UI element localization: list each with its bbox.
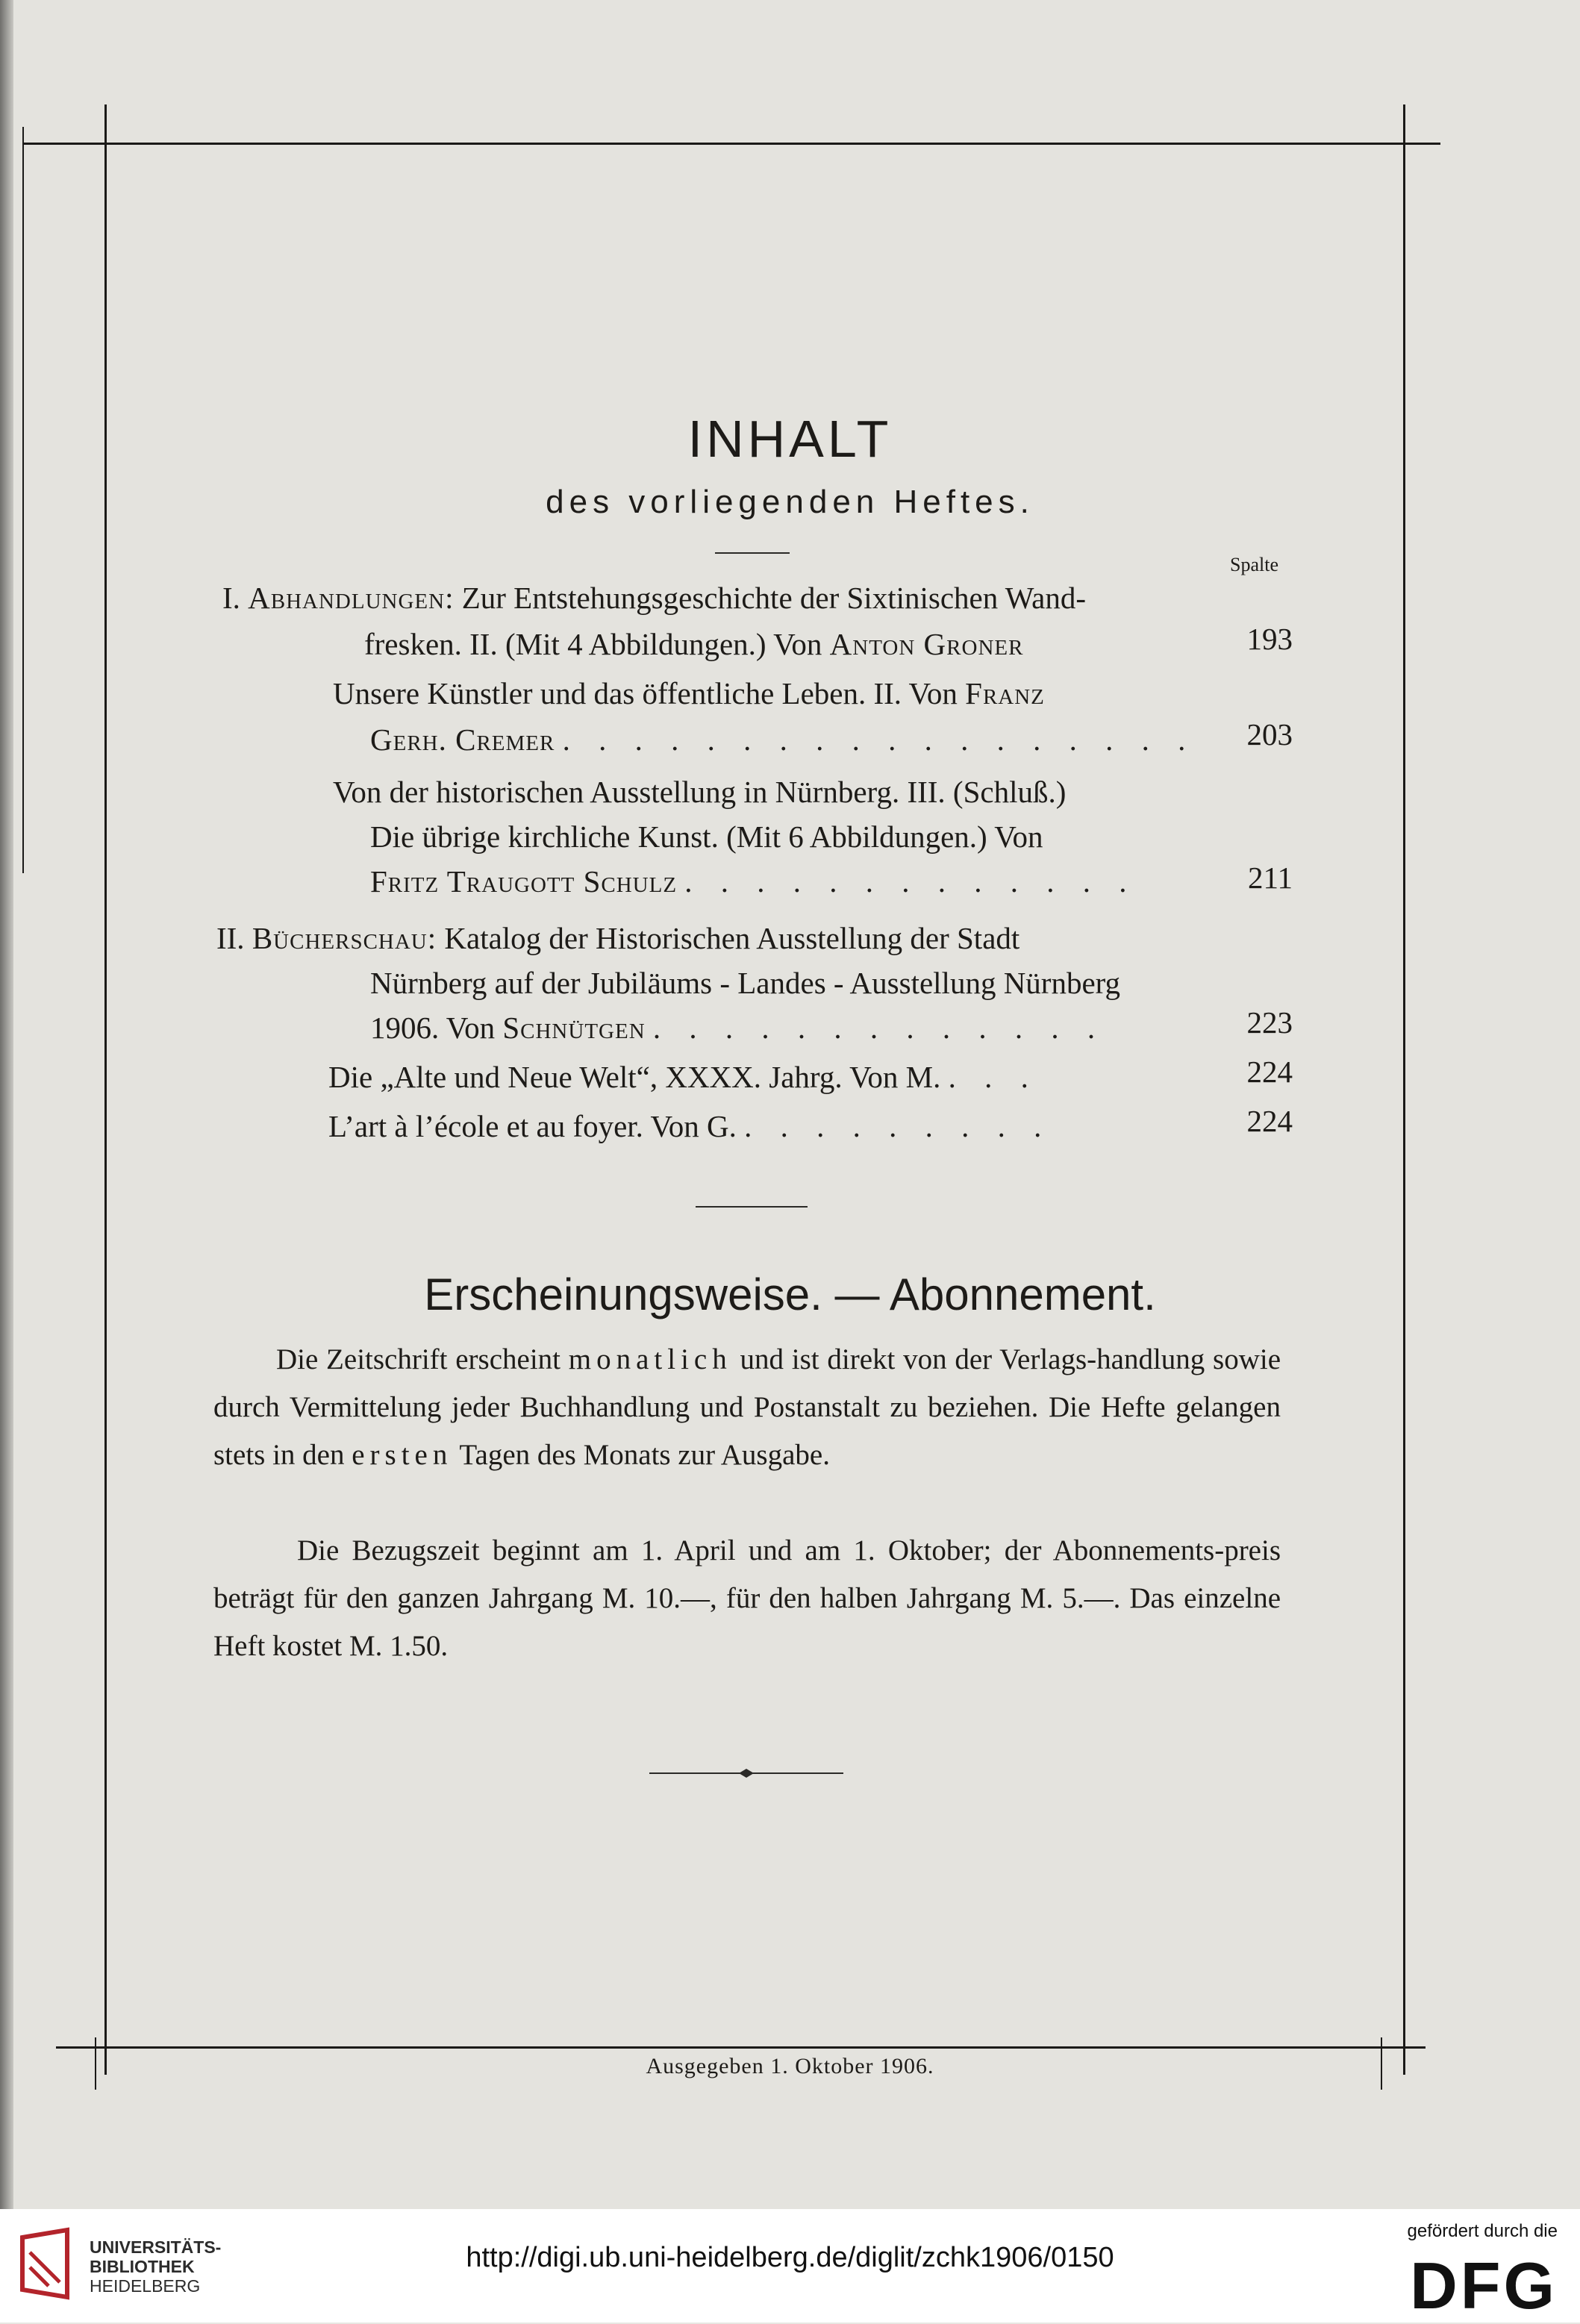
leader-dots: . . .: [948, 1060, 1039, 1094]
toc-page-number: 223: [1246, 1005, 1293, 1040]
section-heading: Erscheinungsweise. — Abonnement.: [424, 1269, 1156, 1319]
toc-entry-continuation: [370, 960, 1120, 1006]
column-label: Spalte: [1230, 554, 1278, 575]
toc-text: Zur Entstehungsgeschichte der Sixtinischen Wand-: [461, 581, 1086, 615]
toc-entry: [333, 670, 1045, 716]
toc-page-number: 203: [1246, 717, 1293, 752]
toc-entry-continuation: [364, 621, 1023, 667]
institution-line: HEIDELBERG: [90, 2276, 201, 2296]
toc-number: I.: [222, 581, 240, 615]
permalink-url[interactable]: http://digi.ub.uni-heidelberg.de/diglit/zchk1906/0150: [466, 2242, 1114, 2273]
toc-text: Katalog der Historischen Ausstellung der Stadt: [444, 921, 1020, 955]
toc-entry: [328, 1103, 1052, 1149]
paragraph-subscription-price: Die Bezugszeit beginnt am 1. April und am 1. Oktober; der Abonnements-preis beträgt für den ganzen Jahrgang M. 10.—, für den halben Jahrgang M. 5.—. Das einzelne Heft kostet M. 1.50.: [213, 1534, 1281, 1662]
page-title: INHALT: [687, 410, 893, 468]
toc-number: II.: [216, 921, 245, 955]
institution-line: UNIVERSITÄTS-: [90, 2237, 222, 2257]
leader-dots: . . . . . . . . . . . . . . . . . .: [562, 722, 1196, 757]
issue-date-note: Ausgegeben 1. Oktober 1906.: [646, 2054, 934, 2078]
funding-label: gefördert durch die: [1407, 2221, 1558, 2241]
section-divider: [696, 1206, 808, 1208]
toc-entry-continuation: [370, 813, 1043, 860]
toc-author: Schnütgen: [502, 1010, 646, 1045]
leader-dots: . . . . . . . . . . . . .: [652, 1010, 1106, 1045]
toc-text: Von der historischen Ausstellung in Nürnberg. III. (Schluß.): [333, 775, 1067, 809]
para-text: und ist direkt von der Verlags-handlung sowie durch Vermittelung jeder Buchhandlung und Postanstalt zu beziehen. Die Hefte gelangen stets in den: [213, 1343, 1281, 1471]
toc-entry-continuation: [370, 858, 1137, 905]
para-emphasis: ersten: [352, 1439, 453, 1471]
frame-top-rule: [22, 143, 1440, 145]
para-text: Die Zeitschrift erscheint: [276, 1343, 561, 1375]
toc-text: Unsere Künstler und das öffentliche Leben. II. Von: [333, 676, 958, 710]
toc-text: Nürnberg auf der Jubiläums - Landes - Ausstellung Nürnberg: [370, 966, 1121, 1000]
toc-entry-continuation: [370, 1005, 1105, 1051]
toc-text: 1906. Von: [370, 1010, 496, 1045]
ornament-divider: [649, 1766, 843, 1781]
leader-dots: . . . . . . . . . . . . .: [684, 864, 1137, 899]
toc-page-number: 193: [1246, 622, 1293, 656]
toc-author: Fritz Traugott Schulz: [370, 864, 678, 899]
toc-entry-continuation: [370, 716, 1196, 763]
toc-entry: [216, 915, 1019, 961]
paragraph-subscription-frequency: [213, 1336, 1281, 1479]
toc-author: Gerh. Cremer: [370, 722, 555, 757]
toc-page-number: 224: [1246, 1055, 1293, 1089]
toc-category: Bücherschau:: [252, 921, 437, 955]
toc-text: L’art à l’école et au foyer. Von G.: [328, 1109, 737, 1143]
leader-dots: . . . . . . . . .: [744, 1109, 1052, 1143]
frame-bottom-rule: [56, 2046, 1426, 2049]
toc-text: Die „Alte und Neue Welt“, XXXX. Jahrg. Von M.: [328, 1060, 941, 1094]
toc-text: fresken. II. (Mit 4 Abbildungen.) Von: [364, 627, 822, 661]
toc-author: Anton Groner: [829, 627, 1024, 661]
toc-entry: [333, 769, 1066, 815]
toc-entry: [328, 1054, 1039, 1100]
book-spine-shadow: [0, 0, 13, 2209]
toc-page-number: 224: [1246, 1104, 1293, 1138]
toc-text: Die übrige kirchliche Kunst. (Mit 6 Abbildungen.) Von: [370, 819, 1043, 854]
para-text: Tagen des Monats zur Ausgabe.: [459, 1439, 830, 1471]
toc-author-firstname: Franz: [965, 676, 1045, 710]
dfg-logo: DFG: [1410, 2249, 1558, 2323]
toc-entry: [222, 575, 1086, 621]
para-emphasis: monatlich: [568, 1343, 732, 1375]
toc-page-number: 211: [1248, 860, 1293, 895]
toc-category: Abhandlungen:: [248, 581, 455, 615]
library-footer-bar: [0, 2209, 1580, 2323]
title-divider: [715, 552, 790, 554]
frame-right-rule: [1403, 104, 1405, 2075]
frame-left-rule: [104, 104, 107, 2075]
page-subtitle: des vorliegenden Heftes.: [546, 484, 1034, 520]
institution-line: BIBLIOTHEK: [90, 2257, 195, 2276]
